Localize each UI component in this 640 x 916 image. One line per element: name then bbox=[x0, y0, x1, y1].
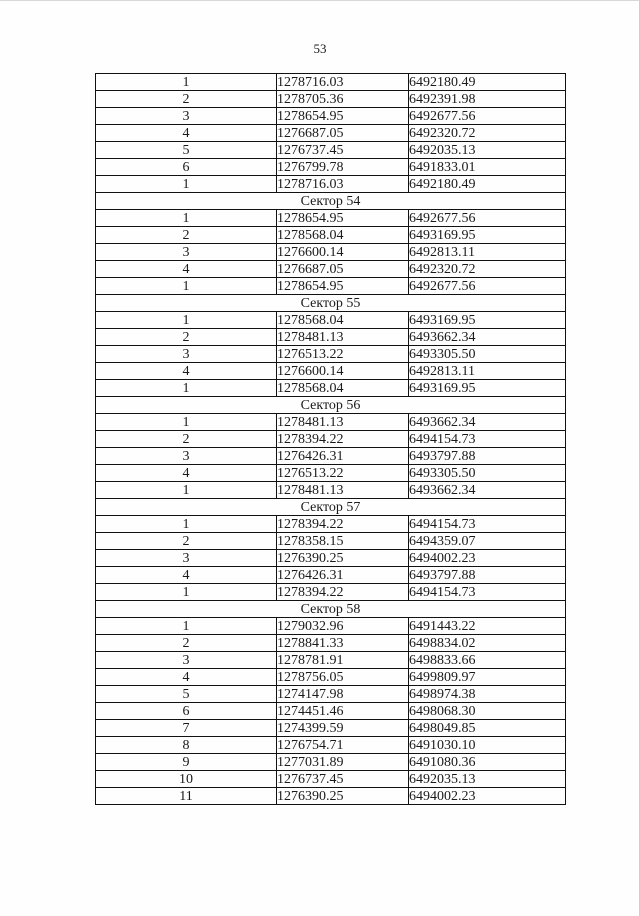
y-coordinate-cell: 6494002.23 bbox=[409, 550, 566, 567]
point-number-cell: 3 bbox=[96, 244, 277, 261]
point-number-cell: 2 bbox=[96, 227, 277, 244]
table-row bbox=[96, 414, 566, 431]
table-row bbox=[96, 244, 566, 261]
x-coordinate-cell: 1278705.36 bbox=[277, 91, 409, 108]
point-number-cell: 2 bbox=[96, 329, 277, 346]
x-coordinate-cell: 1278481.13 bbox=[277, 414, 409, 431]
y-coordinate-cell: 6499809.97 bbox=[409, 669, 566, 686]
point-number-cell: 5 bbox=[96, 142, 277, 159]
table-row bbox=[96, 618, 566, 635]
point-number-cell: 1 bbox=[96, 74, 277, 91]
table-row bbox=[96, 125, 566, 142]
x-coordinate-cell: 1278716.03 bbox=[277, 74, 409, 91]
table-row bbox=[96, 686, 566, 703]
y-coordinate-cell: 6492320.72 bbox=[409, 261, 566, 278]
y-coordinate-cell: 6493662.34 bbox=[409, 482, 566, 499]
table-row bbox=[96, 720, 566, 737]
table-row bbox=[96, 278, 566, 295]
x-coordinate-cell: 1278654.95 bbox=[277, 108, 409, 125]
table-row bbox=[96, 346, 566, 363]
y-coordinate-cell: 6492180.49 bbox=[409, 74, 566, 91]
table-row bbox=[96, 516, 566, 533]
point-number-cell: 7 bbox=[96, 720, 277, 737]
table-row bbox=[96, 312, 566, 329]
point-number-cell: 4 bbox=[96, 669, 277, 686]
y-coordinate-cell: 6494359.07 bbox=[409, 533, 566, 550]
x-coordinate-cell: 1274147.98 bbox=[277, 686, 409, 703]
y-coordinate-cell: 6494154.73 bbox=[409, 584, 566, 601]
x-coordinate-cell: 1278394.22 bbox=[277, 584, 409, 601]
table-row bbox=[96, 533, 566, 550]
table-row bbox=[96, 482, 566, 499]
table-row bbox=[96, 261, 566, 278]
x-coordinate-cell: 1278481.13 bbox=[277, 329, 409, 346]
y-coordinate-cell: 6493169.95 bbox=[409, 227, 566, 244]
table-row bbox=[96, 584, 566, 601]
y-coordinate-cell: 6493305.50 bbox=[409, 465, 566, 482]
y-coordinate-cell: 6492391.98 bbox=[409, 91, 566, 108]
x-coordinate-cell: 1276799.78 bbox=[277, 159, 409, 176]
point-number-cell: 4 bbox=[96, 261, 277, 278]
table-row bbox=[96, 74, 566, 91]
y-coordinate-cell: 6492677.56 bbox=[409, 108, 566, 125]
sector-title: Сектор 56 bbox=[96, 397, 566, 414]
x-coordinate-cell: 1278654.95 bbox=[277, 278, 409, 295]
y-coordinate-cell: 6492035.13 bbox=[409, 142, 566, 159]
x-coordinate-cell: 1278358.15 bbox=[277, 533, 409, 550]
x-coordinate-cell: 1278716.03 bbox=[277, 176, 409, 193]
table-row bbox=[96, 227, 566, 244]
table-row bbox=[96, 669, 566, 686]
x-coordinate-cell: 1277031.89 bbox=[277, 754, 409, 771]
point-number-cell: 4 bbox=[96, 465, 277, 482]
point-number-cell: 4 bbox=[96, 363, 277, 380]
x-coordinate-cell: 1276390.25 bbox=[277, 550, 409, 567]
point-number-cell: 1 bbox=[96, 312, 277, 329]
y-coordinate-cell: 6498834.02 bbox=[409, 635, 566, 652]
x-coordinate-cell: 1276600.14 bbox=[277, 363, 409, 380]
point-number-cell: 1 bbox=[96, 482, 277, 499]
y-coordinate-cell: 6491030.10 bbox=[409, 737, 566, 754]
coordinates-table-body bbox=[96, 74, 566, 805]
y-coordinate-cell: 6492813.11 bbox=[409, 244, 566, 261]
y-coordinate-cell: 6491833.01 bbox=[409, 159, 566, 176]
point-number-cell: 5 bbox=[96, 686, 277, 703]
y-coordinate-cell: 6494002.23 bbox=[409, 788, 566, 805]
table-row bbox=[96, 108, 566, 125]
x-coordinate-cell: 1276513.22 bbox=[277, 346, 409, 363]
table-row bbox=[96, 754, 566, 771]
point-number-cell: 2 bbox=[96, 533, 277, 550]
y-coordinate-cell: 6493662.34 bbox=[409, 329, 566, 346]
table-row bbox=[96, 567, 566, 584]
table-row bbox=[96, 788, 566, 805]
x-coordinate-cell: 1278481.13 bbox=[277, 482, 409, 499]
x-coordinate-cell: 1278841.33 bbox=[277, 635, 409, 652]
y-coordinate-cell: 6492320.72 bbox=[409, 125, 566, 142]
x-coordinate-cell: 1276687.05 bbox=[277, 125, 409, 142]
point-number-cell: 1 bbox=[96, 414, 277, 431]
x-coordinate-cell: 1278781.91 bbox=[277, 652, 409, 669]
x-coordinate-cell: 1276600.14 bbox=[277, 244, 409, 261]
point-number-cell: 6 bbox=[96, 159, 277, 176]
x-coordinate-cell: 1278394.22 bbox=[277, 516, 409, 533]
table-row bbox=[96, 363, 566, 380]
sector-title: Сектор 55 bbox=[96, 295, 566, 312]
point-number-cell: 3 bbox=[96, 346, 277, 363]
point-number-cell: 1 bbox=[96, 618, 277, 635]
point-number-cell: 3 bbox=[96, 550, 277, 567]
point-number-cell: 10 bbox=[96, 771, 277, 788]
x-coordinate-cell: 1276513.22 bbox=[277, 465, 409, 482]
y-coordinate-cell: 6492813.11 bbox=[409, 363, 566, 380]
y-coordinate-cell: 6498049.85 bbox=[409, 720, 566, 737]
point-number-cell: 3 bbox=[96, 448, 277, 465]
point-number-cell: 1 bbox=[96, 380, 277, 397]
table-row bbox=[96, 210, 566, 227]
y-coordinate-cell: 6498068.30 bbox=[409, 703, 566, 720]
y-coordinate-cell: 6491080.36 bbox=[409, 754, 566, 771]
point-number-cell: 1 bbox=[96, 278, 277, 295]
sector-header-row bbox=[96, 397, 566, 414]
point-number-cell: 2 bbox=[96, 91, 277, 108]
table-row bbox=[96, 329, 566, 346]
y-coordinate-cell: 6494154.73 bbox=[409, 516, 566, 533]
table-row bbox=[96, 737, 566, 754]
y-coordinate-cell: 6493169.95 bbox=[409, 312, 566, 329]
x-coordinate-cell: 1276687.05 bbox=[277, 261, 409, 278]
x-coordinate-cell: 1274399.59 bbox=[277, 720, 409, 737]
table-row bbox=[96, 550, 566, 567]
point-number-cell: 4 bbox=[96, 125, 277, 142]
y-coordinate-cell: 6492677.56 bbox=[409, 210, 566, 227]
point-number-cell: 2 bbox=[96, 635, 277, 652]
point-number-cell: 8 bbox=[96, 737, 277, 754]
coordinates-table bbox=[95, 73, 566, 805]
point-number-cell: 11 bbox=[96, 788, 277, 805]
x-coordinate-cell: 1278654.95 bbox=[277, 210, 409, 227]
x-coordinate-cell: 1278568.04 bbox=[277, 227, 409, 244]
point-number-cell: 1 bbox=[96, 584, 277, 601]
table-row bbox=[96, 448, 566, 465]
table-row bbox=[96, 91, 566, 108]
table-row bbox=[96, 431, 566, 448]
table-row bbox=[96, 771, 566, 788]
table-row bbox=[96, 635, 566, 652]
point-number-cell: 3 bbox=[96, 108, 277, 125]
y-coordinate-cell: 6493797.88 bbox=[409, 448, 566, 465]
x-coordinate-cell: 1274451.46 bbox=[277, 703, 409, 720]
sector-title: Сектор 57 bbox=[96, 499, 566, 516]
x-coordinate-cell: 1276737.45 bbox=[277, 142, 409, 159]
y-coordinate-cell: 6492677.56 bbox=[409, 278, 566, 295]
y-coordinate-cell: 6493797.88 bbox=[409, 567, 566, 584]
page-number: 53 bbox=[313, 41, 327, 56]
table-row bbox=[96, 380, 566, 397]
table-row bbox=[96, 703, 566, 720]
x-coordinate-cell: 1278394.22 bbox=[277, 431, 409, 448]
y-coordinate-cell: 6493169.95 bbox=[409, 380, 566, 397]
sector-header-row bbox=[96, 193, 566, 210]
x-coordinate-cell: 1278756.05 bbox=[277, 669, 409, 686]
x-coordinate-cell: 1279032.96 bbox=[277, 618, 409, 635]
x-coordinate-cell: 1276754.71 bbox=[277, 737, 409, 754]
table-row bbox=[96, 142, 566, 159]
point-number-cell: 9 bbox=[96, 754, 277, 771]
y-coordinate-cell: 6492035.13 bbox=[409, 771, 566, 788]
sector-header-row bbox=[96, 601, 566, 618]
point-number-cell: 2 bbox=[96, 431, 277, 448]
x-coordinate-cell: 1276737.45 bbox=[277, 771, 409, 788]
y-coordinate-cell: 6491443.22 bbox=[409, 618, 566, 635]
table-row bbox=[96, 465, 566, 482]
table-row bbox=[96, 159, 566, 176]
point-number-cell: 1 bbox=[96, 210, 277, 227]
sector-title: Сектор 58 bbox=[96, 601, 566, 618]
x-coordinate-cell: 1278568.04 bbox=[277, 312, 409, 329]
y-coordinate-cell: 6493305.50 bbox=[409, 346, 566, 363]
point-number-cell: 6 bbox=[96, 703, 277, 720]
point-number-cell: 1 bbox=[96, 516, 277, 533]
y-coordinate-cell: 6492180.49 bbox=[409, 176, 566, 193]
point-number-cell: 1 bbox=[96, 176, 277, 193]
sector-header-row bbox=[96, 499, 566, 516]
sector-header-row bbox=[96, 295, 566, 312]
point-number-cell: 3 bbox=[96, 652, 277, 669]
table-row bbox=[96, 652, 566, 669]
x-coordinate-cell: 1276426.31 bbox=[277, 448, 409, 465]
y-coordinate-cell: 6498833.66 bbox=[409, 652, 566, 669]
x-coordinate-cell: 1276390.25 bbox=[277, 788, 409, 805]
y-coordinate-cell: 6493662.34 bbox=[409, 414, 566, 431]
table-row bbox=[96, 176, 566, 193]
point-number-cell: 4 bbox=[96, 567, 277, 584]
x-coordinate-cell: 1276426.31 bbox=[277, 567, 409, 584]
y-coordinate-cell: 6498974.38 bbox=[409, 686, 566, 703]
sector-title: Сектор 54 bbox=[96, 193, 566, 210]
x-coordinate-cell: 1278568.04 bbox=[277, 380, 409, 397]
y-coordinate-cell: 6494154.73 bbox=[409, 431, 566, 448]
